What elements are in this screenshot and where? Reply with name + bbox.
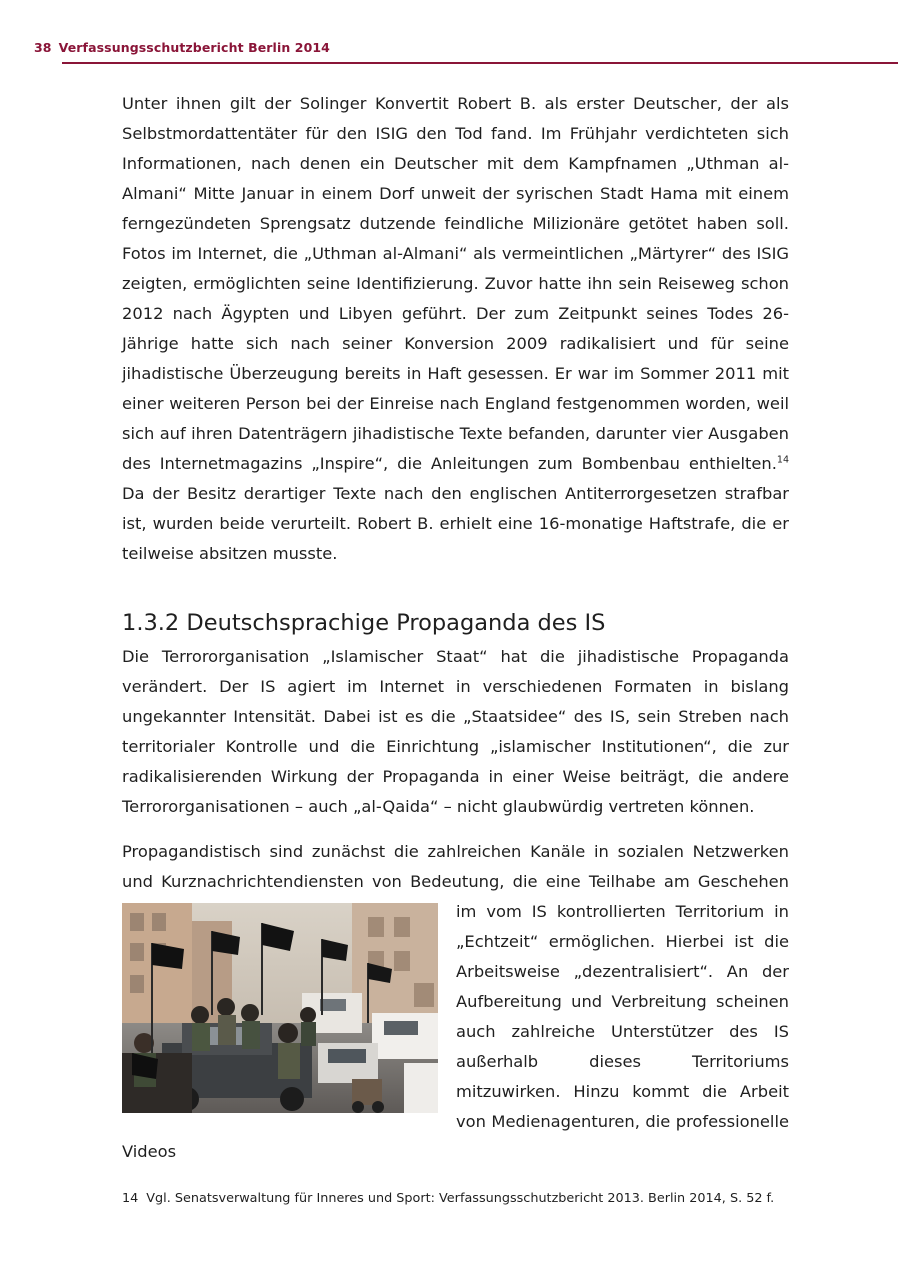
- footnote-number: 14: [122, 1191, 139, 1206]
- convoy-photo: [122, 903, 438, 1113]
- paragraph-3-lead: Propagandistisch sind zunächst die zahlreichen Kanäle in sozialen Netzwerken und Kurznachrichtendiensten von Bedeutung, die eine Teilhabe am Geschehen: [122, 842, 789, 891]
- footnote-reference[interactable]: 14: [776, 454, 789, 466]
- running-header: [34, 40, 330, 55]
- paragraph-1-text: Unter ihnen gilt der Solinger Konvertit Robert B. als erster Deutscher, der als Selbstmordattentäter für den ISIG den Tod fand. Im Frühjahr verdichteten sich Informationen, nach denen ein Deutscher mit dem Kampfnamen „Uthman al-Almani“ Mitte Januar in einem Dorf unweit der syrischen Stadt Hama mit einem ferngezündeten Sprengsatz dutzende feindliche Milizionäre getötet haben soll. Fotos im Internet, die „Uthman al-Almani“ als vermeintlichen „Märtyrer“ des ISIG zeigten, ermöglichten seine Identifizierung. Zuvor hatte ihn sein Reiseweg schon 2012 nach Ägypten und Libyen geführt. Der zum Zeitpunkt seines Todes 26-Jährige hatte sich nach seiner Konversion 2009 radikalisiert und für seine jihadistische Überzeugung bereits in Haft gesessen. Er war im Sommer 2011 mit einer weiteren Person bei der Einreise nach England festgenommen worden, weil sich auf ihren Datenträgern jihadistische Texte befanden, darunter vier Ausgaben des Internetmagazins „Inspire“, die Anleitungen zum Bombenbau enthielten.: [122, 94, 789, 473]
- running-title: Verfassungsschutzbericht Berlin 2014: [58, 40, 330, 55]
- paragraph-2: Die Terrororganisation „Islamischer Staat“ hat die jihadistische Propaganda verändert. Der IS agiert im Internet in verschiedenen Formaten in bislang ungekannter Intensität. Dabei ist es die „Staatsidee“ des IS, sein Streben nach territorialer Kontrolle und die Einrichtung „islamischer Institutionen“, die zur radikalisierenden Wirkung der Propaganda in einer Weise beiträgt, die andere Terrororganisationen – auch „al-Qaida“ – nicht glaubwürdig vertreten können.: [122, 647, 789, 816]
- header-rule: [62, 62, 898, 64]
- page-number: 38: [34, 40, 52, 55]
- section-heading: 1.3.2 Deutschsprachige Propaganda des IS: [122, 610, 606, 636]
- paragraph-1: [122, 89, 789, 569]
- paragraph-1-continuation: Da der Besitz derartiger Texte nach den englischen Antiterrorgesetzen strafbar ist, wurden beide verurteilt. Robert B. erhielt eine 16-monatige Haftstrafe, die er teilweise absitzen musste.: [122, 484, 789, 563]
- paragraph-3: [122, 837, 789, 1167]
- footnote-text: Vgl. Senatsverwaltung für Inneres und Sport: Verfassungsschutzbericht 2013. Berlin 2014, S. 52 f.: [146, 1191, 775, 1206]
- paragraph-3-wrap: im vom IS kontrollierten Territorium in „Echtzeit“ ermöglichen. Hierbei ist die Arbeitsweise „dezentralisiert“. An der Aufbereitung und Verbreitung scheinen auch zahlreiche Unterstützer des IS außerhalb dieses Territoriums mitzuwirken. Hinzu kommt die Arbeit von Medienagenturen, die professionelle Videos: [122, 902, 789, 1161]
- footnote: [122, 1189, 822, 1209]
